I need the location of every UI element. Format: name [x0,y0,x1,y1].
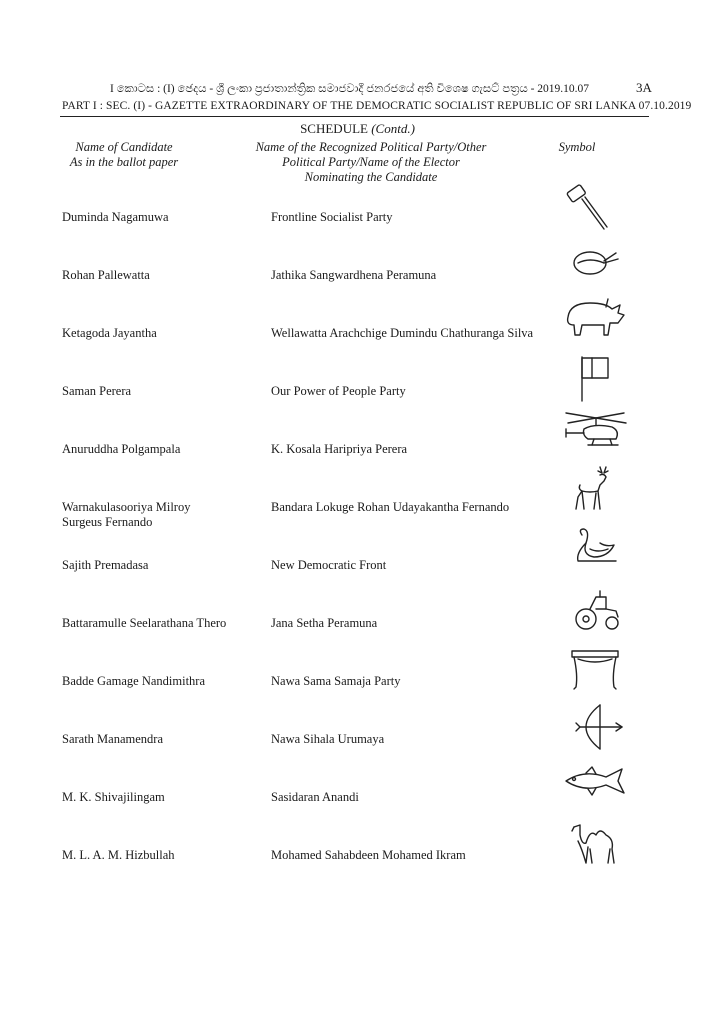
header-english: PART I : SEC. (I) - GAZETTE EXTRAORDINARY OF THE DEMOCRATIC SOCIALIST REPUBLIC OF SRI LANKA 07.10.2019 [62,100,692,112]
table-row [0,823,715,881]
candidate-name: Saman Perera [62,384,132,398]
page-number: 3A [636,80,652,95]
table-row [0,533,715,591]
hammer-icon [560,185,630,233]
schedule-title-text: SCHEDULE [300,121,368,136]
fish-icon [560,759,630,807]
candidate-name: Rohan Pallewatta [62,268,150,282]
helicopter-icon [560,407,630,455]
candidate-name: Ketagoda Jayantha [62,326,157,340]
candidate-name: Warnakulasooriya Milroy Surgeus Fernando [62,500,191,529]
party-name: Nawa Sihala Urumaya [271,732,385,746]
party-name: Frontline Socialist Party [271,210,393,224]
table-icon [560,647,630,695]
schedule-title [0,121,715,137]
column-header-party: Name of the Recognized Political Party/Other Political Party/Name of the Elector Nominating the Candidate [255,140,487,184]
table-row [0,243,715,301]
table-row [0,707,715,765]
party-name: Wellawatta Arachchige Dumindu Chathuranga Silva [271,326,534,340]
column-header-symbol: Symbol [558,140,596,154]
candidate-name: Battaramulle Seelarathana Thero [62,616,227,630]
party-name: Mohamed Sahabdeen Mohamed Ikram [271,848,466,862]
party-name: Sasidaran Anandi [271,790,359,804]
party-name: New Democratic Front [271,558,387,572]
candidate-name: Sajith Premadasa [62,558,149,572]
header-sinhala: I කොටස : (I) ඡෙදය - ශ්‍රී ලංකා ප්‍රජාතාන්ත්‍රික සමාජවාදී ජනරජයේ අති විශෙෂ ගැසට් පත්‍රය - 2019.10.07 [110,83,590,95]
bow-and-arrow-icon [560,703,630,751]
candidate-name: Badde Gamage Nandimithra [62,674,206,688]
party-name: Nawa Sama Samaja Party [271,674,401,688]
party-name: K. Kosala Haripriya Perera [271,442,408,456]
tractor-icon [560,591,630,639]
party-name: Bandara Lokuge Rohan Udayakantha Fernando [271,500,510,514]
candidate-name: Duminda Nagamuwa [62,210,169,224]
candidate-name: Anuruddha Polgampala [62,442,181,456]
camel-icon [560,819,630,867]
candidate-name: Sarath Manamendra [62,732,164,746]
swan-icon [560,525,630,573]
schedule-contd: (Contd.) [371,121,415,136]
header-rule [60,116,649,117]
candidate-name: M. K. Shivajilingam [62,790,165,804]
coconut-icon [560,243,630,291]
deer-icon [560,463,630,511]
table-row [0,591,715,649]
table-row [0,765,715,823]
party-name: Jathika Sangwardhena Peramuna [271,268,437,282]
candidate-name: M. L. A. M. Hizbullah [62,848,175,862]
table-row [0,649,715,707]
column-header-candidate: Name of Candidate As in the ballot paper [69,140,179,169]
table-row [0,185,715,243]
table-row [0,301,715,359]
rhinoceros-icon [560,295,630,343]
flag-icon [560,355,630,403]
party-name: Jana Setha Peramuna [271,616,378,630]
party-name: Our Power of People Party [271,384,406,398]
